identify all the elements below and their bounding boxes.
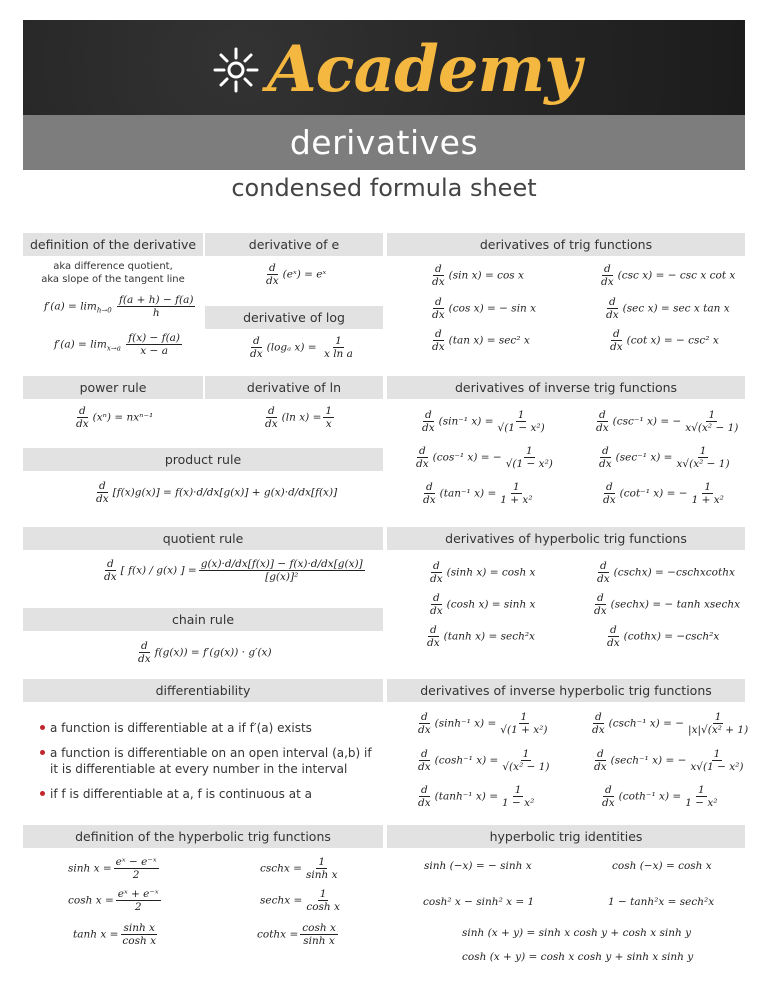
formula-chain: $\frac{d}{dx}$ f(g(x)) = f′(g(x)) · g′(x) bbox=[138, 640, 272, 665]
topic-band bbox=[23, 115, 745, 170]
def-coth: cothx = $\frac{\text{cosh x}}{\text{sinh x}}$ bbox=[257, 922, 336, 947]
def-sinh: sinh x = $\frac{\text{eˣ − e⁻ˣ}}{2}$ bbox=[68, 856, 157, 881]
section-header-power: power rule bbox=[23, 376, 203, 399]
def-cosh: cosh x = $\frac{\text{eˣ + e⁻ˣ}}{2}$ bbox=[68, 888, 159, 913]
section-header-ln: derivative of ln bbox=[205, 376, 383, 399]
section-header-chain: chain rule bbox=[23, 608, 383, 631]
formula-inv-csc: $\frac{d}{dx}$ (csc⁻¹ x) = − $\frac{1}{\text{x√(x² − 1)}}$ bbox=[596, 409, 739, 434]
formula-trig-cot: $\frac{d}{dx}$ (cot x) = − csc² x bbox=[610, 328, 719, 353]
formula-inv-tan: $\frac{d}{dx}$ (tan⁻¹ x) = $\frac{1}{\text{1 + x²}}$ bbox=[423, 481, 533, 506]
identity-sinh-sum: sinh (x + y) = sinh x cosh y + cosh x sinh y bbox=[462, 927, 692, 939]
formula-invhyp-sinh: $\frac{d}{dx}$ (sinh⁻¹ x) = $\frac{1}{\text{√(1 + x²)}}$ bbox=[418, 711, 548, 736]
formula-hyp-sech: $\frac{d}{dx}$ (sechx) = − tanh xsechx bbox=[594, 592, 741, 617]
formula-trig-cos: $\frac{d}{dx}$ (cos x) = − sin x bbox=[432, 296, 537, 321]
section-header-product: product rule bbox=[23, 448, 383, 471]
note-difference-quotient: aka difference quotient, bbox=[53, 261, 173, 272]
identity-cosh-sum: cosh (x + y) = cosh x cosh y + sinh x sinh y bbox=[462, 951, 694, 963]
formula-invhyp-coth: $\frac{d}{dx}$ (coth⁻¹ x) = $\frac{1}{\text{1 − x²}}$ bbox=[602, 784, 718, 809]
sheet-subtitle: condensed formula sheet bbox=[231, 174, 537, 202]
formula-e: $\frac{d}{dx}$ (eˣ) = eˣ bbox=[266, 262, 327, 287]
def-sech: sechx = $\frac{1}{\text{cosh x}}$ bbox=[260, 888, 340, 913]
note-tangent-slope: aka slope of the tangent line bbox=[41, 274, 185, 285]
formula-def-h: $f'(a) = \lim_{h\to 0}$ $\frac{f(a + h) - f(a)}{h}$ bbox=[44, 294, 194, 319]
formula-hyp-cosh: $\frac{d}{dx}$ (cosh x) = sinh x bbox=[430, 592, 536, 617]
section-header-hyperbolic-identities: hyperbolic trig identities bbox=[387, 825, 745, 848]
formula-inv-cot: $\frac{d}{dx}$ (cot⁻¹ x) = − $\frac{1}{\text{1 + x²}}$ bbox=[603, 481, 724, 506]
logo bbox=[213, 30, 580, 110]
list-item: if f is differentiable at a, f is continuous at a bbox=[40, 786, 375, 802]
formula-hyp-tanh: $\frac{d}{dx}$ (tanh x) = sech²x bbox=[427, 624, 535, 649]
formula-invhyp-tanh: $\frac{d}{dx}$ (tanh⁻¹ x) = $\frac{1}{\text{1 − x²}}$ bbox=[418, 784, 535, 809]
topic-title: derivatives bbox=[289, 123, 479, 162]
sun-icon bbox=[213, 47, 259, 93]
section-header-derivative-e: derivative of e bbox=[205, 233, 383, 256]
def-tanh: tanh x = $\frac{\text{sinh x}}{\text{cosh x}}$ bbox=[73, 922, 157, 947]
formula-product: $\frac{d}{dx}$ [f(x)g(x)] = f(x)·d/dx[g(x)] + g(x)·d/dx[f(x)] bbox=[96, 480, 338, 505]
section-header-quotient: quotient rule bbox=[23, 527, 383, 550]
section-header-differentiability: differentiability bbox=[23, 679, 383, 702]
formula-def-x: $f'(a) = \lim_{x\to a}$ $\frac{f(x) - f(a)}{x - a}$ bbox=[54, 332, 181, 357]
identity-cosh-neg: cosh (−x) = cosh x bbox=[612, 860, 712, 872]
formula-ln: $\frac{d}{dx}$ (ln x) = $\frac{1}{x}$ bbox=[265, 405, 333, 430]
formula-inv-sin: $\frac{d}{dx}$ (sin⁻¹ x) = $\frac{1}{\text{√(1 − x²)}}$ bbox=[422, 409, 545, 434]
def-csch: cschx = $\frac{1}{\text{sinh x}}$ bbox=[260, 856, 338, 881]
formula-hyp-coth: $\frac{d}{dx}$ (cothx) = −csch²x bbox=[607, 624, 720, 649]
section-header-definition: definition of the derivative bbox=[23, 233, 203, 256]
brand-name: Academy bbox=[267, 32, 581, 107]
section-header-hyperbolic-definitions: definition of the hyperbolic trig functions bbox=[23, 825, 383, 848]
formula-inv-cos: $\frac{d}{dx}$ (cos⁻¹ x) = − $\frac{1}{\text{√(1 − x²)}}$ bbox=[416, 445, 553, 470]
formula-trig-csc: $\frac{d}{dx}$ (csc x) = − csc x cot x bbox=[601, 263, 736, 288]
formula-power: $\frac{d}{dx}$ (xⁿ) = nxⁿ⁻¹ bbox=[76, 405, 154, 430]
identity-pythag: cosh² x − sinh² x = 1 bbox=[423, 896, 535, 908]
section-header-inverse-hyperbolic: derivatives of inverse hyperbolic trig functions bbox=[387, 679, 745, 702]
identity-tanh: 1 − tanh²x = sech²x bbox=[608, 896, 715, 908]
section-header-hyperbolic: derivatives of hyperbolic trig functions bbox=[387, 527, 745, 550]
formula-trig-tan: $\frac{d}{dx}$ (tan x) = sec² x bbox=[432, 328, 530, 353]
differentiability-list bbox=[40, 720, 375, 811]
formula-hyp-sinh: $\frac{d}{dx}$ (sinh x) = cosh x bbox=[430, 560, 536, 585]
formula-quotient: $\frac{d}{dx}$ [ f(x) / g(x) ] = $\frac{g(x)\cdot d/dx[f(x)] - f(x)\cdot d/dx[g(x)]}{\text{[g(x)]²}}$ bbox=[104, 558, 363, 583]
formula-invhyp-csch: $\frac{d}{dx}$ (csch⁻¹ x) = − $\frac{1}{\text{|x|√(x² + 1)}}$ bbox=[592, 711, 749, 736]
formula-trig-sec: $\frac{d}{dx}$ (sec x) = sec x tan x bbox=[606, 296, 730, 321]
section-header-log: derivative of log bbox=[205, 306, 383, 329]
list-item: a function is differentiable at a if f′(a) exists bbox=[40, 720, 375, 736]
formula-hyp-csch: $\frac{d}{dx}$ (cschx) = −cschxcothx bbox=[597, 560, 735, 585]
formula-invhyp-cosh: $\frac{d}{dx}$ (cosh⁻¹ x) = $\frac{1}{\text{√(x² − 1)}}$ bbox=[418, 748, 550, 773]
formula-invhyp-sech: $\frac{d}{dx}$ (sech⁻¹ x) = − $\frac{1}{\text{x√(1 − x²)}}$ bbox=[594, 748, 744, 773]
formula-inv-sec: $\frac{d}{dx}$ (sec⁻¹ x) = $\frac{1}{\text{x√(x² − 1)}}$ bbox=[599, 445, 730, 470]
banner bbox=[23, 20, 745, 115]
identity-sinh-neg: sinh (−x) = − sinh x bbox=[424, 860, 532, 872]
section-header-trig: derivatives of trig functions bbox=[387, 233, 745, 256]
section-header-inverse-trig: derivatives of inverse trig functions bbox=[387, 376, 745, 399]
formula-log: $\frac{d}{dx}$ (logₐ x) = $\frac{1}{\text{x ln a}}$ bbox=[250, 335, 353, 360]
formula-trig-sin: $\frac{d}{dx}$ (sin x) = cos x bbox=[432, 263, 524, 288]
list-item: a function is differentiable on an open interval (a,b) if it is differentiable at every number in the interval bbox=[40, 745, 375, 777]
